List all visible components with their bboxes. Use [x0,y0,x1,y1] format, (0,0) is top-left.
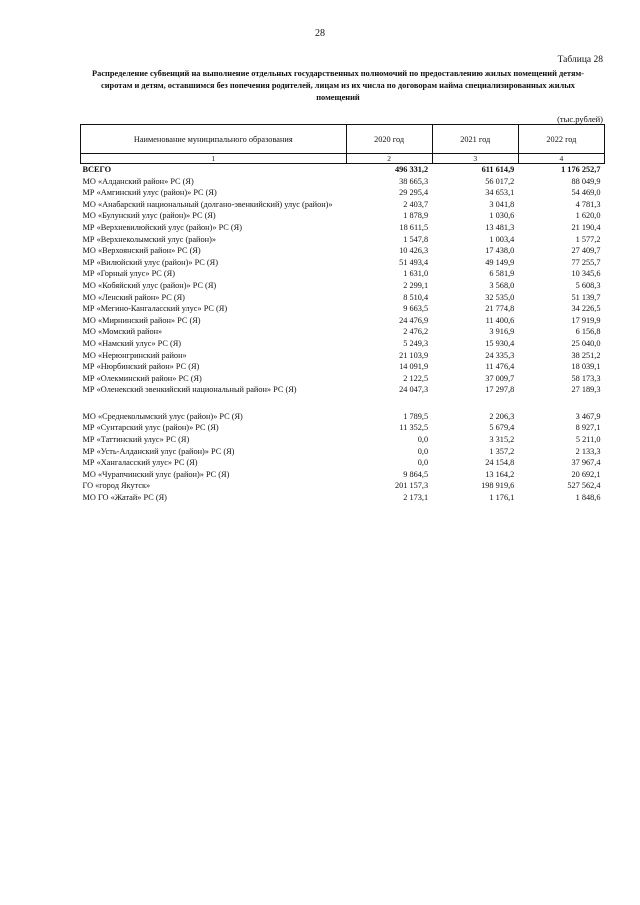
value-2020: 24 047,3 [399,385,429,395]
value-2022: 1 176 252,7 [561,165,601,174]
row-name: МР «Таттинский улус» РС (Я) [82,435,190,445]
table-row [81,187,605,199]
table-row [81,457,605,469]
row-name: МО «Среднеколымский улус (район)» РС (Я) [82,411,243,421]
value-2022: 27 189,3 [571,385,601,395]
value-2022: 37 967,4 [571,458,601,468]
col-number-3: 3 [432,154,518,164]
value-2022: 38 251,2 [571,350,601,360]
value-2022: 5 211,0 [575,435,601,445]
row-name: МО «Алданский район» РС (Я) [82,176,194,186]
header-2020: 2020 год [346,125,432,154]
total-row [81,164,605,176]
value-2021: 21 774,8 [485,304,515,314]
value-2020: 2 299,1 [403,280,429,290]
row-name: МР «Нюрбинский район» РС (Я) [82,362,200,372]
table-row [81,350,605,362]
value-2022: 1 620,0 [575,211,601,221]
value-2020 [346,396,432,411]
value-2020: 14 091,9 [399,362,429,372]
value-2020: 201 157,3 [394,481,429,491]
row-name: МР «Усть-Алданский улус (район)» РС (Я) [82,446,235,456]
table-body [81,164,605,504]
header-row [81,125,605,154]
subvention-table [80,124,605,504]
value-2020: 1 547,8 [403,234,429,244]
value-2022: 3 467,9 [575,411,601,421]
table-row [81,480,605,492]
table-row [81,303,605,315]
table-label: Таблица 28 [557,55,603,65]
row-name: ВСЕГО [82,165,112,174]
value-2022: 17 919,9 [571,315,601,325]
value-2020: 2 476,2 [403,327,429,337]
value-2022: 54 469,0 [571,188,601,198]
value-2020: 2 122,5 [403,373,429,383]
value-2020: 1 878,9 [403,211,429,221]
table-row [81,315,605,327]
value-2022: 8 927,1 [575,423,601,433]
column-number-row [81,154,605,164]
table-row [81,361,605,373]
row-name: МР «Верхнеколымский улус (район)» [82,234,216,244]
table-row [81,492,605,504]
table-row [81,222,605,234]
value-2020: 29 295,4 [399,188,429,198]
value-2021: 17 297,8 [485,385,515,395]
header-2021: 2021 год [432,125,518,154]
value-2022: 77 255,7 [571,257,601,267]
value-2021: 1 003,4 [489,234,515,244]
row-name: МО «Момский район» [82,327,163,337]
row-name: МР «Горный улус» РС (Я) [82,269,175,279]
row-name: МО «Кобяйский улус (район)» РС (Я) [82,280,217,290]
table-row [81,245,605,257]
table-row [81,292,605,304]
value-2022: 20 692,1 [571,469,601,479]
col-number-2: 2 [346,154,432,164]
value-2020: 2 173,1 [403,493,429,503]
value-2021: 24 154,8 [485,458,515,468]
value-2022: 527 562,4 [567,481,601,491]
value-2022: 21 190,4 [571,222,601,232]
value-2021: 1 030,6 [489,211,515,221]
value-2020: 18 611,5 [399,222,429,232]
table-row [81,422,605,434]
table-row [81,268,605,280]
value-2020: 1 631,0 [403,269,429,279]
col-number-1: 1 [81,154,347,164]
value-2022: 88 049,9 [571,176,601,186]
row-name: МО «Анабарский национальный (долгано-эвенкийский) улус (район)» [82,199,333,209]
value-2020: 21 103,9 [399,350,429,360]
value-2022: 58 173,3 [571,373,601,383]
value-2022: 10 345,6 [571,269,601,279]
value-2022: 2 133,3 [575,446,601,456]
value-2022: 51 139,7 [571,292,601,302]
table-row [81,446,605,458]
value-2021: 3 916,9 [489,327,515,337]
value-2021: 13 164,2 [485,469,515,479]
value-2021: 11 476,4 [485,362,515,372]
row-name: МО «Ленский район» РС (Я) [82,292,185,302]
row-name [81,396,347,411]
spacer-row [81,396,605,411]
value-2021: 5 679,4 [489,423,515,433]
row-name: МО ГО «Жатай» РС (Я) [82,493,167,503]
row-name: МР «Оленекский эвенкийский национальный район» РС (Я) [82,385,297,395]
value-2021: 49 149,9 [485,257,515,267]
value-2022: 4 781,3 [575,199,601,209]
value-2020: 24 476,9 [399,315,429,325]
row-name: МР «Верхневилюйский улус (район)» РС (Я) [82,222,242,232]
units-label: (тыс.рублей) [557,114,603,124]
value-2022 [518,396,604,411]
table-row [81,411,605,423]
table-row [81,469,605,481]
row-name: МО «Чурапчинский улус (район)» РС (Я) [82,469,230,479]
value-2022: 18 039,1 [571,362,601,372]
value-2020: 1 789,5 [403,411,429,421]
value-2021: 3 568,0 [489,280,515,290]
value-2020: 51 493,4 [399,257,429,267]
value-2020: 2 403,7 [403,199,429,209]
table-row [81,176,605,188]
value-2020: 11 352,5 [399,423,429,433]
table-row [81,257,605,269]
row-name: МО «Нерюнгринский район» [82,350,187,360]
table-row [81,234,605,246]
table-row [81,199,605,211]
value-2020: 9 663,5 [403,304,429,314]
row-name: МР «Мегино-Кангаласский улус» РС (Я) [82,304,228,314]
table-row [81,338,605,350]
page-number: 28 [315,28,325,39]
value-2020: 0,0 [417,446,429,456]
table-row [81,326,605,338]
row-name: МР «Вилюйский улус (район)» РС (Я) [82,257,218,267]
value-2021: 2 206,3 [489,411,515,421]
value-2021: 1 357,2 [489,446,515,456]
row-name: МР «Олекминский район» РС (Я) [82,373,202,383]
value-2021: 15 930,4 [485,338,515,348]
value-2020: 0,0 [417,435,429,445]
row-name: МО «Мирнинский район» РС (Я) [82,315,201,325]
value-2021: 24 335,3 [485,350,515,360]
value-2021: 3 041,8 [489,199,515,209]
header-name: Наименование муниципального образования [81,125,347,154]
table-row [81,373,605,385]
value-2021: 198 919,6 [481,481,515,491]
value-2021: 13 481,3 [485,222,515,232]
value-2020: 5 249,3 [403,338,429,348]
row-name: МР «Хангаласский улус» РС (Я) [82,458,198,468]
table-row [81,210,605,222]
value-2020: 9 864,5 [403,469,429,479]
value-2020: 0,0 [417,458,429,468]
value-2021: 56 017,2 [485,176,515,186]
value-2021: 611 614,9 [481,165,515,174]
value-2021 [432,396,518,411]
row-name: ГО «город Якутск» [82,481,151,491]
value-2021: 17 438,0 [485,246,515,256]
header-2022: 2022 год [518,125,604,154]
value-2021: 1 176,1 [489,493,515,503]
value-2021: 3 315,2 [489,435,515,445]
row-name: МО «Булунский улус (район)» РС (Я) [82,211,216,221]
value-2020: 10 426,3 [399,246,429,256]
value-2021: 11 400,6 [485,315,515,325]
row-name: МР «Сунтарский улус (район)» РС (Я) [82,423,219,433]
value-2022: 5 608,3 [575,280,601,290]
value-2020: 8 510,4 [403,292,429,302]
value-2021: 34 653,1 [485,188,515,198]
value-2022: 1 848,6 [575,493,601,503]
value-2020: 496 331,2 [394,165,429,174]
table-row [81,384,605,396]
value-2021: 6 581,9 [489,269,515,279]
table-row [81,280,605,292]
value-2022: 6 156,8 [575,327,601,337]
value-2021: 37 009,7 [485,373,515,383]
value-2022: 27 409,7 [571,246,601,256]
row-name: МР «Амгинский улус (район)» РС (Я) [82,188,217,198]
row-name: МО «Верхоянский район» РС (Я) [82,246,201,256]
value-2021: 32 535,0 [485,292,515,302]
col-number-4: 4 [518,154,604,164]
document-title: Распределение субвенций на выполнение отдельных государственных полномочий по предоставлению жилых помещений детям-сиротам и детям, оставшимся без попечения родителей, лицам из их числа по договорам найма специализированных жилых помещений [92,69,584,102]
value-2022: 25 040,0 [571,338,601,348]
value-2022: 34 226,5 [571,304,601,314]
table-row [81,434,605,446]
value-2020: 38 665,3 [399,176,429,186]
value-2022: 1 577,2 [575,234,601,244]
row-name: МО «Намский улус» РС (Я) [82,338,182,348]
